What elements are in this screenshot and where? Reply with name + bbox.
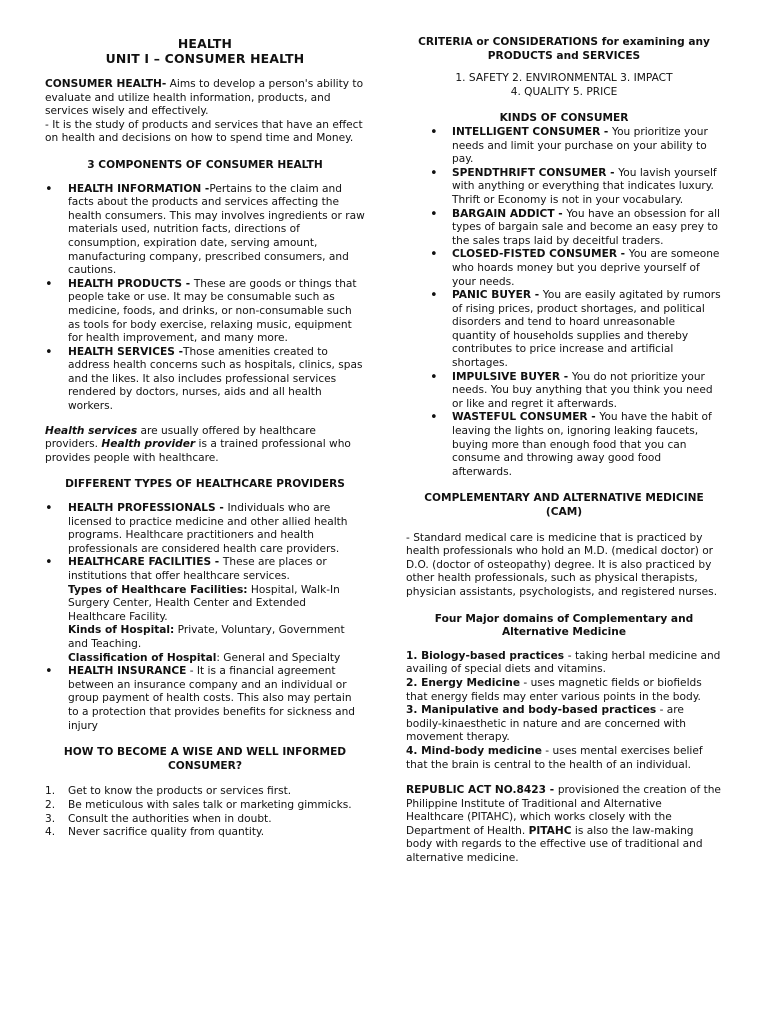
list-item <box>430 289 722 371</box>
note-text: is a trained professional who provides people with healthcare. <box>45 438 351 464</box>
list-item <box>430 126 722 167</box>
definition-text: You are easily agitated by rumors of rising prices, product shortages, and political disorders and tend to hoard unreasonable quantity of households supplies and thereby contributes to price increase and artificial shortages. <box>452 289 721 370</box>
definition-text: Individuals who are licensed to practice medicine and other allied health programs. Healthcare practitioners and health professionals are considered health care providers. <box>68 502 348 555</box>
unit-title: UNIT I – CONSUMER HEALTH <box>105 51 305 66</box>
sub-text: Hospital, Walk-In Surgery Center, Health Center and Extended Healthcare Facility. <box>68 583 340 623</box>
health-services-note <box>45 425 365 466</box>
list-item <box>45 665 365 733</box>
item-text: Get to know the products or services first. <box>68 785 292 798</box>
definition-text: You are someone who hoards money but you deprive yourself of your needs. <box>452 248 720 288</box>
emphasis: Health provider <box>101 438 196 451</box>
consumer-health-note: - It is the study of products and services that have an effect on health and decisions on how to spend time and Money. <box>45 118 363 145</box>
paragraph-text: provisioned the creation of the Philippine Institute of Traditional and Alternative Healthcare (PITAHC), which works closely with the Department of Health. <box>406 784 721 837</box>
item-text: Never sacrifice quality from quantity. <box>68 826 265 839</box>
list-item <box>45 813 365 827</box>
definition-text: You have the habit of leaving the lights on, ignoring leaking faucets, buying more than enough food that you can consume and throwing away good food afterwards. <box>452 411 712 478</box>
providers-list <box>45 502 365 733</box>
providers-heading: DIFFERENT TYPES OF HEALTHCARE PROVIDERS <box>65 478 345 491</box>
sub-term: Kinds of Hospital: <box>68 624 175 637</box>
criteria-line: 1. SAFETY 2. ENVIRONMENTAL 3. IMPACT <box>455 72 673 85</box>
right-column <box>406 36 722 866</box>
kinds-heading: KINDS OF CONSUMER <box>499 112 629 125</box>
list-item <box>45 502 365 556</box>
definition-text: You prioritize your needs and limit your purchase on your ability to pay. <box>452 125 708 166</box>
document-title: HEALTH <box>177 36 233 51</box>
term: HEALTH INFORMATION - <box>68 182 210 195</box>
left-column <box>45 36 365 840</box>
definition-text: You lavish yourself with anything or everything that indicates luxury. Thrift or Economy is not in your vocabulary. <box>452 166 717 206</box>
item-number: 4. <box>45 826 56 839</box>
term: CONSUMER HEALTH- <box>45 78 167 90</box>
definition-text: Aims to develop a person's ability to evaluate and utilize health information, products, and services wisely and effectively. <box>45 78 364 118</box>
domains-list <box>406 650 722 772</box>
emphasis: Health services <box>45 424 138 437</box>
paragraph-text: is also the law-making body with regards to the effective use of traditional and alternative medicine. <box>406 824 703 865</box>
definition-text: - It is a financial agreement between an insurance company and an individual or group payment of health costs. This also may pertain to a protection that provides benefits for sickness and injury <box>68 665 356 732</box>
list-item <box>45 799 365 813</box>
term: IMPULSIVE BUYER - <box>452 370 572 383</box>
criteria-line: 4. QUALITY 5. PRICE <box>510 85 618 98</box>
list-item <box>406 704 722 745</box>
list-item <box>430 208 722 249</box>
term: HEALTH PROFESSIONALS - <box>68 502 228 515</box>
components-heading: 3 COMPONENTS OF CONSUMER HEALTH <box>87 158 323 171</box>
item-number: 2. <box>45 798 56 811</box>
list-item <box>406 650 722 677</box>
definition-text: Pertains to the claim and facts about the products and services affecting the health consumers. This may involves ingredients or raw materials used, nutrition facts, directions of consumption, expiration date, serving amount, manufacturing company, prescribed consumers, and cautions. <box>68 182 365 277</box>
sub-text: Private, Voluntary, Government and Teaching. <box>68 624 345 650</box>
term: HEALTH PRODUCTS - <box>68 277 194 290</box>
item-text: Be meticulous with sales talk or marketing gimmicks. <box>68 798 352 811</box>
sub-term: Classification of Hospital <box>68 651 217 664</box>
sub-text: : General and Specialty <box>216 651 341 664</box>
term: HEALTHCARE FACILITIES - <box>68 556 223 569</box>
definition-text: You have an obsession for all types of bargain sale and become an easy prey to the sales traps laid by deceitful traders. <box>452 207 720 247</box>
components-list <box>45 183 365 414</box>
term: INTELLIGENT CONSUMER - <box>452 125 613 138</box>
wise-consumer-heading: HOW TO BECOME A WISE AND WELL INFORMED CONSUMER? <box>63 746 347 772</box>
list-item <box>406 745 722 772</box>
list-item <box>45 278 365 346</box>
list-item <box>45 826 365 840</box>
list-item <box>45 556 365 665</box>
list-item <box>45 183 365 278</box>
term: 4. Mind-body medicine <box>406 744 542 757</box>
term: 3. Manipulative and body-based practices <box>406 704 657 717</box>
item-text: Consult the authorities when in doubt. <box>68 812 272 825</box>
list-item <box>430 411 722 479</box>
list-item <box>430 248 722 289</box>
note-text: are usually offered by healthcare providers. <box>45 424 316 451</box>
list-item <box>45 346 365 414</box>
list-item <box>430 371 722 412</box>
term: HEALTH SERVICES - <box>68 345 183 358</box>
cam-heading: COMPLEMENTARY AND ALTERNATIVE MEDICINE (CAM) <box>424 492 704 518</box>
list-item <box>430 167 722 208</box>
definition-text: - uses magnetic fields or biofields that energy fields may enter various points in the body. <box>406 676 702 703</box>
definition-text: Those amenities created to address health concerns such as hospitals, clinics, spas and the likes. It also includes professional services rendered by doctors, nurses, aids and all health workers. <box>68 345 363 413</box>
definition-text: You do not prioritize your needs. You buy anything that you think you need or like and regret it afterwards. <box>452 370 713 410</box>
term: 1. Biology-based practices <box>406 649 568 662</box>
definition-text: - are bodily-kinaesthetic in nature and are concerned with movement therapy. <box>406 704 686 744</box>
term: WASTEFUL CONSUMER - <box>452 411 600 424</box>
kinds-list <box>406 126 722 479</box>
term: SPENDTHRIFT CONSUMER - <box>452 166 619 179</box>
item-number: 1. <box>45 785 56 798</box>
list-item <box>45 785 365 799</box>
term: CLOSED-FISTED CONSUMER - <box>452 248 629 261</box>
domains-heading: Four Major domains of Complementary and Alternative Medicine <box>434 612 694 639</box>
definition-text: - uses mental exercises belief that the brain is central to the health of an individual. <box>406 744 703 771</box>
term: HEALTH INSURANCE <box>68 665 187 678</box>
term: REPUBLIC ACT NO.8423 - <box>406 784 558 797</box>
term: PITAHC <box>528 824 572 837</box>
definition-text: These are goods or things that people take or use. It may be consumable such as medicine, foods, and drinks, or non-consumable such as tools for body exercise, relaxing music, equipment for health improvement, and many more. <box>68 277 357 345</box>
term: BARGAIN ADDICT - <box>452 207 567 220</box>
wise-steps-list <box>45 785 365 839</box>
consumer-health-definition <box>45 78 365 119</box>
term: PANIC BUYER - <box>452 289 543 302</box>
criteria-heading: CRITERIA or CONSIDERATIONS for examining any PRODUCTS and SERVICES <box>418 36 710 62</box>
definition-text: These are places or institutions that offer healthcare services. <box>68 556 327 582</box>
sub-term: Types of Healthcare Facilities: <box>68 583 248 596</box>
definition-text: - taking herbal medicine and availing of special diets and vitamins. <box>406 649 721 676</box>
cam-description: - Standard medical care is medicine that is practiced by health professionals who hold an M.D. (medical doctor) or D.O. (doctor of osteopathy) degree. It is also practiced by other health professionals, such as physical therapists, physician assistants, psychologists, and registered nurses. <box>406 531 718 598</box>
term: 2. Energy Medicine <box>406 676 521 689</box>
item-number: 3. <box>45 812 56 825</box>
republic-act-paragraph <box>406 784 722 866</box>
list-item <box>406 677 722 704</box>
